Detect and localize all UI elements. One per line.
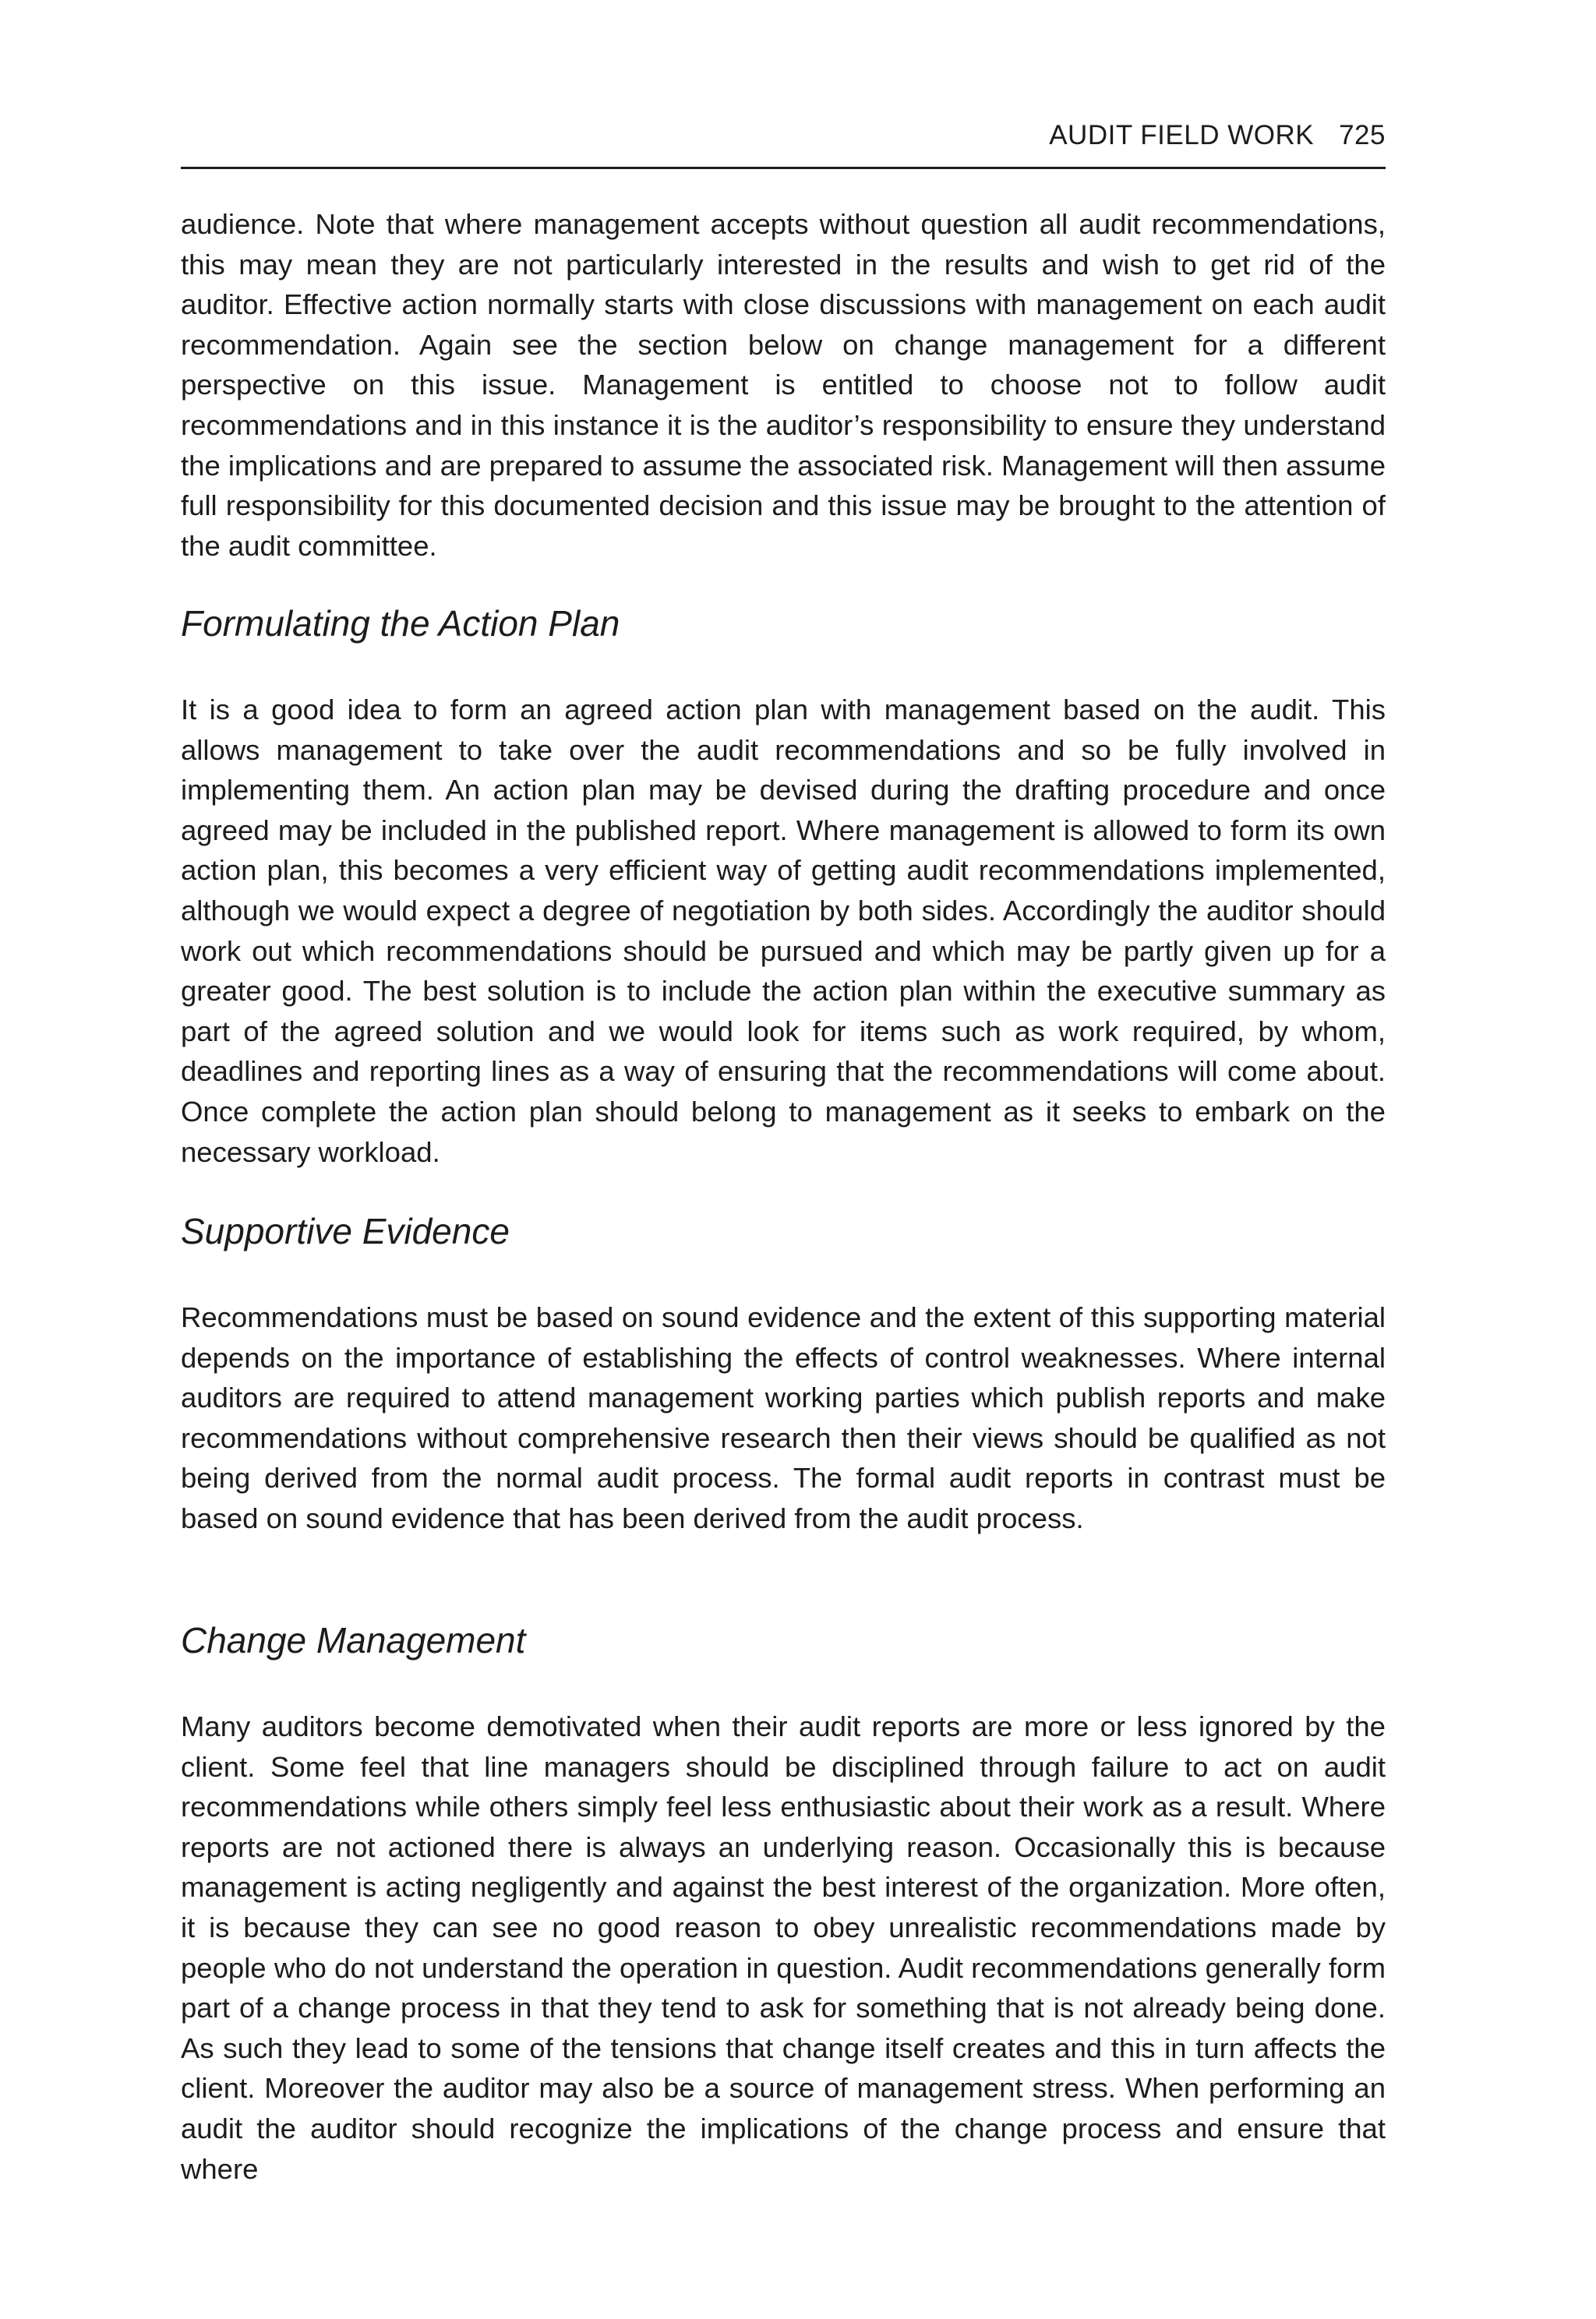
page-number: 725 [1339, 120, 1386, 150]
section-heading-action-plan: Formulating the Action Plan [181, 603, 620, 644]
running-header [1049, 120, 1386, 151]
header-rule [181, 167, 1386, 169]
running-title: AUDIT FIELD WORK [1049, 120, 1315, 150]
section-heading-change-management: Change Management [181, 1620, 526, 1661]
section-paragraph-action-plan: It is a good idea to form an agreed action plan with management based on the audit. This allows management to take over the audit recommendations and so be fully involved in implementing them. An action plan may be devised during the drafting procedure and once agreed may be included in the published report. Where management is allowed to form its own action plan, this becomes a very efficient way of getting audit recommendations implemented, although we would expect a degree of negotiation by both sides. Accordingly the auditor should work out which recommendations should be pursued and which may be partly given up for a greater good. The best solution is to include the action plan within the executive summary as part of the agreed solution and we would look for items such as work required, by whom, deadlines and reporting lines as a way of ensuring that the recommendations will come about. Once complete the action plan should belong to management as it seeks to embark on the necessary workload. [181, 694, 1386, 1168]
section-paragraph-supportive-evidence: Recommendations must be based on sound evidence and the extent of this supporting material depends on the importance of establishing the effects of control weaknesses. Where internal auditors are required to attend management working parties which publish reports and make recommendations without comprehensive research then their views should be qualified as not being derived from the normal audit process. The formal audit reports in contrast must be based on sound evidence that has been derived from the audit process. [181, 1301, 1386, 1534]
intro-paragraph: audience. Note that where management accepts without question all audit recommendations, this may mean they are not particularly interested in the results and wish to get rid of the auditor. Effective action normally starts with close discussions with management on each audit recommendation. Again see the section below on change management for a different perspective on this issue. Management is entitled to choose not to follow audit recommendations and in this instance it is the auditor’s responsibility to ensure they understand the implications and are prepared to assume the associated risk. Management will then assume full responsibility for this documented decision and this issue may be brought to the attention of the audit committee. [181, 208, 1386, 562]
section-heading-supportive-evidence: Supportive Evidence [181, 1211, 510, 1251]
section-paragraph-change-management: Many auditors become demotivated when their audit reports are more or less ignored by the client. Some feel that line managers should be disciplined through failure to act on audit recommendations while others simply feel less enthusiastic about their work as a result. Where reports are not actioned there is always an underlying reason. Occasionally this is because management is acting negligently and against the best interest of the organization. More often, it is because they can see no good reason to obey unrealistic recommendations made by people who do not understand the operation in question. Audit recommendations generally form part of a change process in that they tend to ask for something that is not already being done. As such they lead to some of the tensions that change itself creates and this in turn affects the client. Moreover the auditor may also be a source of management stress. When performing an audit the auditor should recognize the implications of the change process and ensure that where [181, 1710, 1386, 2185]
